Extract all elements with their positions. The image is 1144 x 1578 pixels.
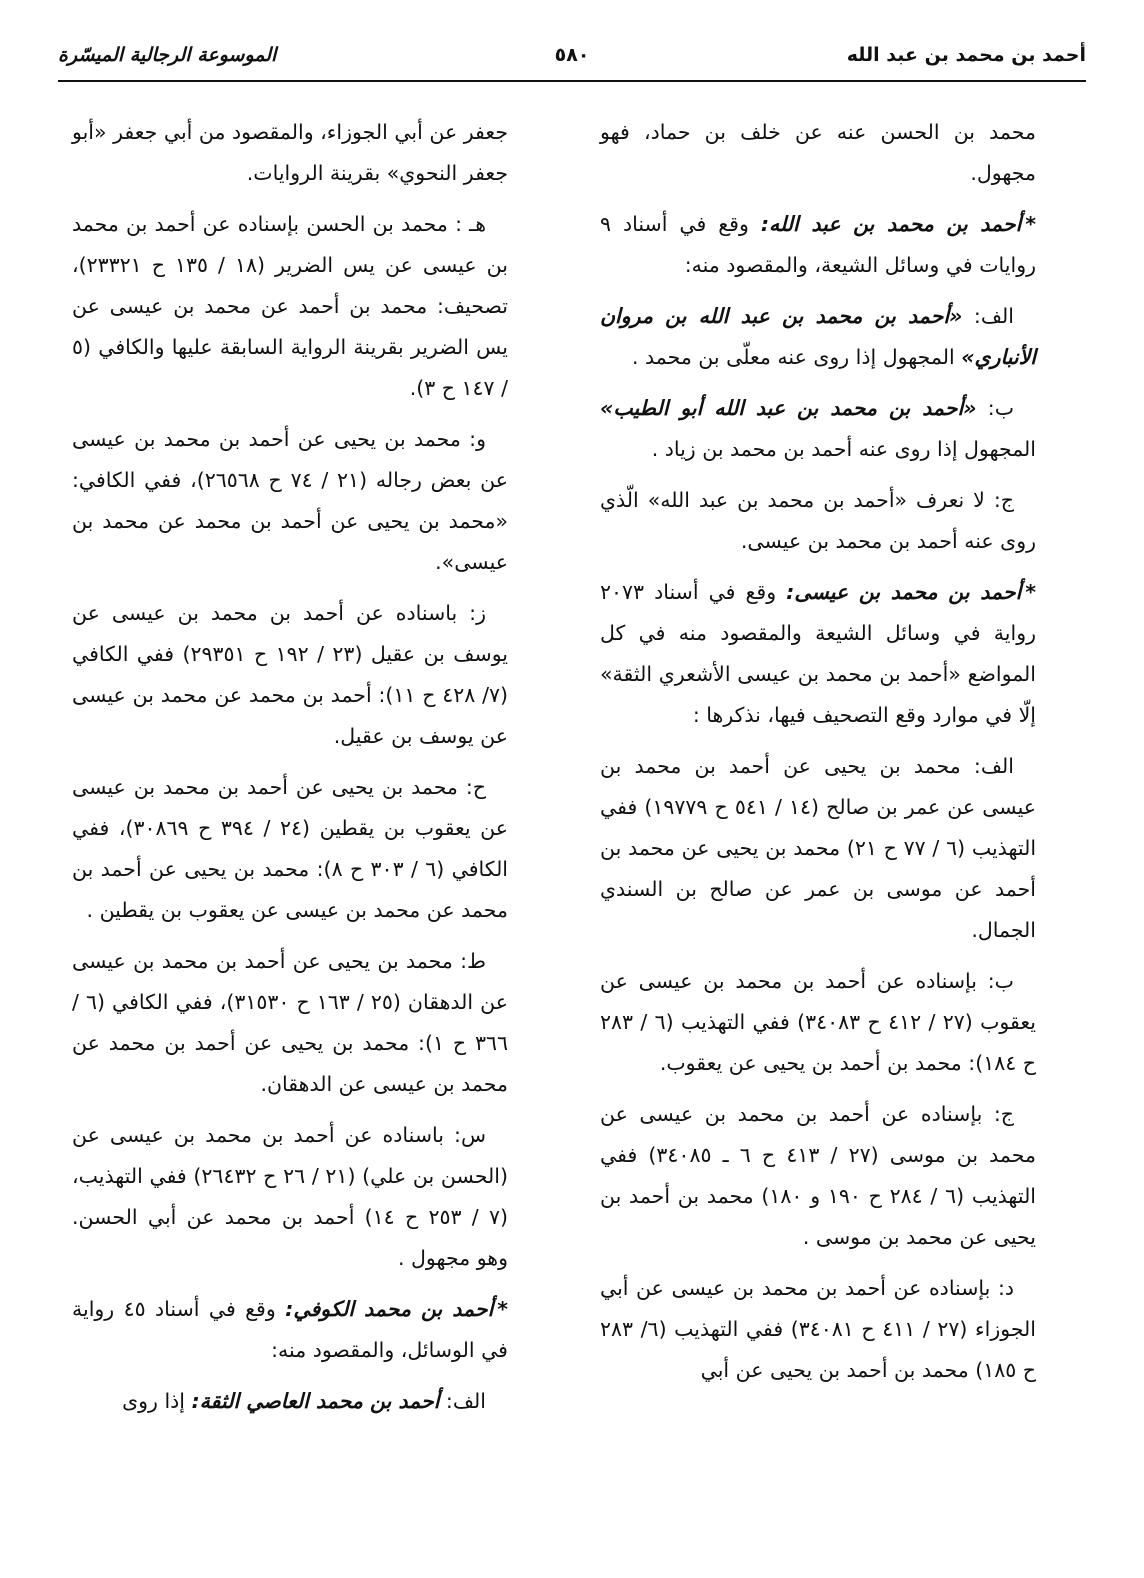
text-paragraph [72,767,508,931]
item-name-bold: «أحمد بن محمد بن عبد الله بن مروان الأنباري» [600,304,1036,369]
text-paragraph [72,204,508,409]
text-paragraph [600,1094,1036,1258]
page-number: ٥٨٠ [554,44,590,66]
text-paragraph [72,1115,508,1279]
entry-paragraph [600,572,1036,736]
item-label: ج: [984,488,1014,512]
item-label: ج: [982,1102,1014,1126]
item-label: ز: [457,601,486,625]
item-name-bold: أحمد بن محمد العاصي الثقة: [191,1389,440,1413]
text-paragraph [72,112,508,194]
item-label: ب: [976,969,1014,993]
left-column [72,112,508,1558]
running-title-left: الموسوعة الرجالية الميسّرة [58,44,277,66]
item-text: بإسناده عن أحمد بن محمد بن عيسى عن محمد بن موسى (٢٧ / ٤١٣ ح ٦ ـ ٣٤٠٨٥) ففي التهذيب (٦ / ٢٨٤ ح ١٩٠ و ١٨٠) محمد بن أحمد بن يحيى عن محمد بن موسى . [600,1102,1037,1249]
item-text: محمد بن يحيى عن أحمد بن محمد بن عيسى عن يعقوب بن يقطين (٢٤ / ٣٩٤ ح ٣٠٨٦٩)، ففي الكافي (٦ / ٣٠٣ ح ٨): محمد بن يحيى عن أحمد بن محمد عن محمد بن عيسى عن يعقوب بن يقطين . [72,775,509,922]
text-paragraph [72,941,508,1105]
right-column [600,112,1036,1558]
entry-star-marker: * [1025,212,1036,236]
item-label: الف: [439,1389,486,1413]
text-paragraph [600,388,1036,470]
entry-text: وقع في أسناد ٤٥ رواية في الوسائل، والمقصود منه: [72,1297,508,1362]
entry-text: وقع في أسناد ٢٠٧٣ رواية في وسائل الشيعة والمقصود منه في كل المواضع «أحمد بن محمد بن عيسى الأشعري الثقة» إلّا في موارد وقع التصحيف فيها، نذكرها : [600,580,1036,727]
entry-heading: أحمد بن محمد بن عبد الله: [760,212,1022,236]
item-text: المجهول إذا روى عنه معلّى بن محمد . [631,345,962,369]
item-text: محمد بن الحسن بإسناده عن أحمد بن محمد بن عيسى عن يس الضرير (١٨ / ١٣٥ ح ٢٣٣٢١)، تصحيف: محمد بن أحمد عن محمد بن عيسى عن يس الضرير بقرينة الرواية السابقة عليها والكافي (٥ / ١٤٧ ح ٣). [72,212,508,400]
page-header [58,44,1086,82]
entry-star-marker: * [1025,580,1036,604]
text-paragraph [72,1381,508,1422]
text-paragraph [600,961,1036,1084]
item-label: س: [443,1123,486,1147]
item-text: إذا روى [122,1389,192,1413]
entry-paragraph [600,204,1036,286]
text-paragraph [600,1268,1036,1391]
item-text: باسناده عن أحمد بن محمد بن عيسى عن يوسف بن عقيل (٢٣ / ١٩٢ ح ٢٩٣٥١) ففي الكافي (٧/ ٤٢٨ ح ١١): أحمد بن محمد عن محمد بن عيسى عن يوسف بن عقيل. [72,601,508,748]
item-label: الف: [962,304,1014,328]
item-label: ط: [452,949,486,973]
entry-paragraph [72,1289,508,1371]
item-label: ب: [976,396,1014,420]
item-text: محمد بن يحيى عن أحمد بن محمد بن عيسى عن بعض رجاله (٢١ / ٧٤ ح ٢٦٥٦٨)، ففي الكافي: «محمد بن يحيى عن أحمد بن محمد عن محمد بن عيسى». [72,427,508,574]
entry-star-marker: * [497,1297,508,1321]
item-label: هـ : [447,212,487,236]
paragraph-text: جعفر عن أبي الجوزاء، والمقصود من أبي جعفر «أبو جعفر النحوي» بقرينة الروايات. [72,120,508,185]
entry-text: وقع في أسناد ٩ روايات في وسائل الشيعة، والمقصود منه: [600,212,1036,277]
text-paragraph [72,593,508,757]
item-label: و: [460,427,486,451]
item-text: بإسناده عن أحمد بن محمد بن عيسى عن يعقوب (٢٧ / ٤١٢ ح ٣٤٠٨٣) ففي التهذيب (٦ / ٢٨٣ ح ١٨٤): محمد بن أحمد بن يحيى عن يعقوب. [600,969,1036,1075]
text-paragraph [72,419,508,583]
item-text: لا نعرف «أحمد بن محمد بن عبد الله» الّذي روى عنه أحمد بن محمد بن عيسى. [600,488,1036,553]
item-name-bold: «أحمد بن محمد بن عبد الله أبو الطيب» [600,396,977,420]
text-paragraph [600,746,1036,951]
item-label: د: [990,1276,1014,1300]
item-text: المجهول إذا روى عنه أحمد بن محمد بن زياد . [651,437,1036,461]
item-text: محمد بن يحيى عن أحمد بن محمد بن عيسى عن عمر بن صالح (١٤ / ٥٤١ ح ١٩٧٧٩) ففي التهذيب (٦ / ٧٧ ح ٢١) محمد بن يحيى عن محمد بن أحمد عن موسى بن عمر عن صالح بن السندي الجمال. [600,754,1037,942]
text-paragraph [600,112,1036,194]
entry-heading: أحمد بن محمد الكوفي: [285,1297,494,1321]
text-paragraph [600,480,1036,562]
entry-heading: أحمد بن محمد بن عيسى: [786,580,1022,604]
item-text: باسناده عن أحمد بن محمد بن عيسى عن (الحسن بن علي) (٢١ / ٢٦ ح ٢٦٤٣٢) ففي التهذيب، (٧ / ٢٥٣ ح ١٤) أحمد بن محمد عن أبي الحسن. وهو مجهول . [72,1123,508,1270]
item-label: ح: [457,775,486,799]
paragraph-text: محمد بن الحسن عنه عن خلف بن حماد، فهو مجهول. [600,120,1036,185]
running-title-right: أحمد بن محمد بن عبد الله [846,44,1086,66]
item-text: محمد بن يحيى عن أحمد بن محمد بن عيسى عن الدهقان (٢٥ / ١٦٣ ح ٣١٥٣٠)، ففي الكافي (٦ / ٣٦٦ ح ١): محمد بن يحيى عن أحمد بن محمد عن محمد بن عيسى عن الدهقان. [72,949,508,1096]
item-label: الف: [960,754,1014,778]
item-text: بإسناده عن أحمد بن محمد بن عيسى عن أبي الجوزاء (٢٧ / ٤١١ ح ٣٤٠٨١) ففي التهذيب (٦/ ٢٨٣ ح ١٨٥) محمد بن أحمد بن يحيى عن أبي [600,1276,1036,1382]
text-paragraph [600,296,1036,378]
